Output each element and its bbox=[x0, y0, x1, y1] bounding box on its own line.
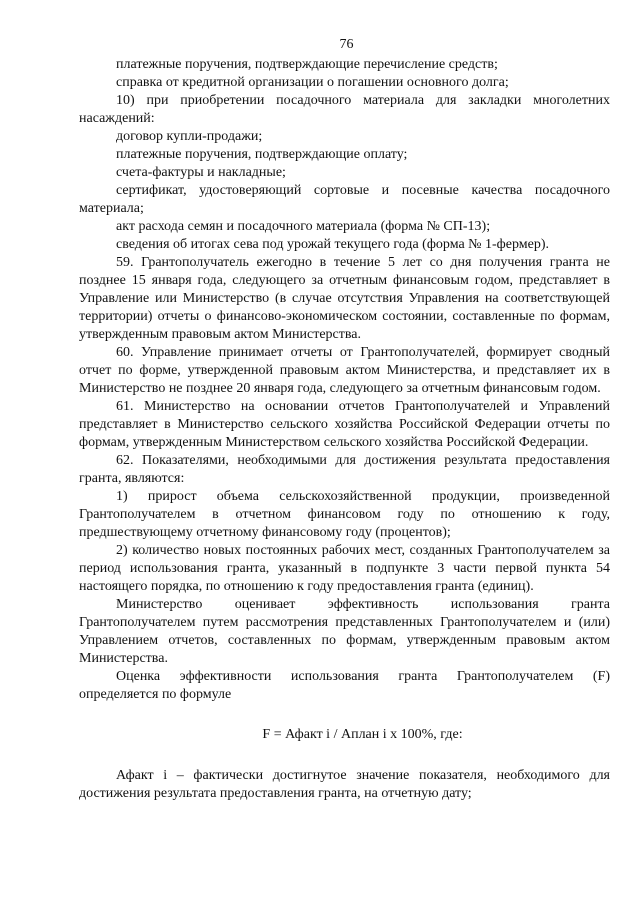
paragraph: Министерство оценивает эффективность использования гранта Грантополучателем путем рассмотрения представленных Грантополучателем и (или) Управлением отчетов, составленных по формам, утвержденным правовым актом Министерства. bbox=[79, 597, 610, 666]
paragraph: платежные поручения, подтверждающие оплату; bbox=[116, 147, 408, 162]
paragraph: акт расхода семян и посадочного материала (форма № СП-13); bbox=[116, 219, 491, 234]
paragraph: 2) количество новых постоянных рабочих мест, созданных Грантополучателем за период использования гранта, указанный в подпункте 3 части первой пункта 54 настоящего порядка, по отношению к году предоставления гранта (единиц). bbox=[79, 543, 610, 594]
paragraph: договор купли-продажи; bbox=[116, 129, 263, 144]
paragraph: сведения об итогах сева под урожай текущего года (форма № 1-фермер). bbox=[116, 237, 549, 252]
paragraph: 59. Грантополучатель ежегодно в течение 5 лет со дня получения гранта не позднее 15 января года, следующего за отчетным финансовым годом, представляет в Управление или Министерство (в случае отсутствия Управления на соответствующей территории) отчеты о финансово-экономическом состоянии, составленные по формам, утвержденным правовым актом Министерства. bbox=[79, 255, 610, 342]
page-number: 76 bbox=[339, 37, 354, 52]
paragraph: 60. Управление принимает отчеты от Грантополучателей, формирует сводный отчет по форме, утвержденной правовым актом Министерства, и представляет их в Министерство не позднее 20 января года, следующего за отчетным финансовым годом. bbox=[79, 345, 610, 396]
paragraph: счета-фактуры и накладные; bbox=[116, 165, 286, 180]
paragraph: Оценка эффективности использования гранта Грантополучателем (F) определяется по формуле bbox=[79, 669, 610, 702]
paragraph: 62. Показателями, необходимыми для достижения результата предоставления гранта, являются: bbox=[79, 453, 610, 486]
paragraph: платежные поручения, подтверждающие перечисление средств; bbox=[116, 57, 498, 72]
paragraph: 1) прирост объема сельскохозяйственной продукции, произведенной Грантополучателем в отчетном финансовом году по отношению к году, предшествующему отчетному финансовому году (процентов); bbox=[79, 489, 610, 540]
formula: F = Афакт i / Аплан i x 100%, где: bbox=[262, 727, 463, 742]
paragraph: справка от кредитной организации о погашении основного долга; bbox=[116, 75, 509, 90]
paragraph: 10) при приобретении посадочного материала для закладки многолетних насаждений: bbox=[79, 93, 610, 126]
paragraph: 61. Министерство на основании отчетов Грантополучателей и Управлений представляет в Министерство сельского хозяйства Российской Федерации отчеты по формам, утвержденным Министерством сельского хозяйства Российской Федерации. bbox=[79, 399, 610, 450]
paragraph: Афакт i – фактически достигнутое значение показателя, необходимого для достижения результата предоставления гранта, на отчетную дату; bbox=[79, 768, 610, 801]
paragraph: сертификат, удостоверяющий сортовые и посевные качества посадочного материала; bbox=[79, 183, 610, 216]
document-body bbox=[79, 56, 610, 803]
